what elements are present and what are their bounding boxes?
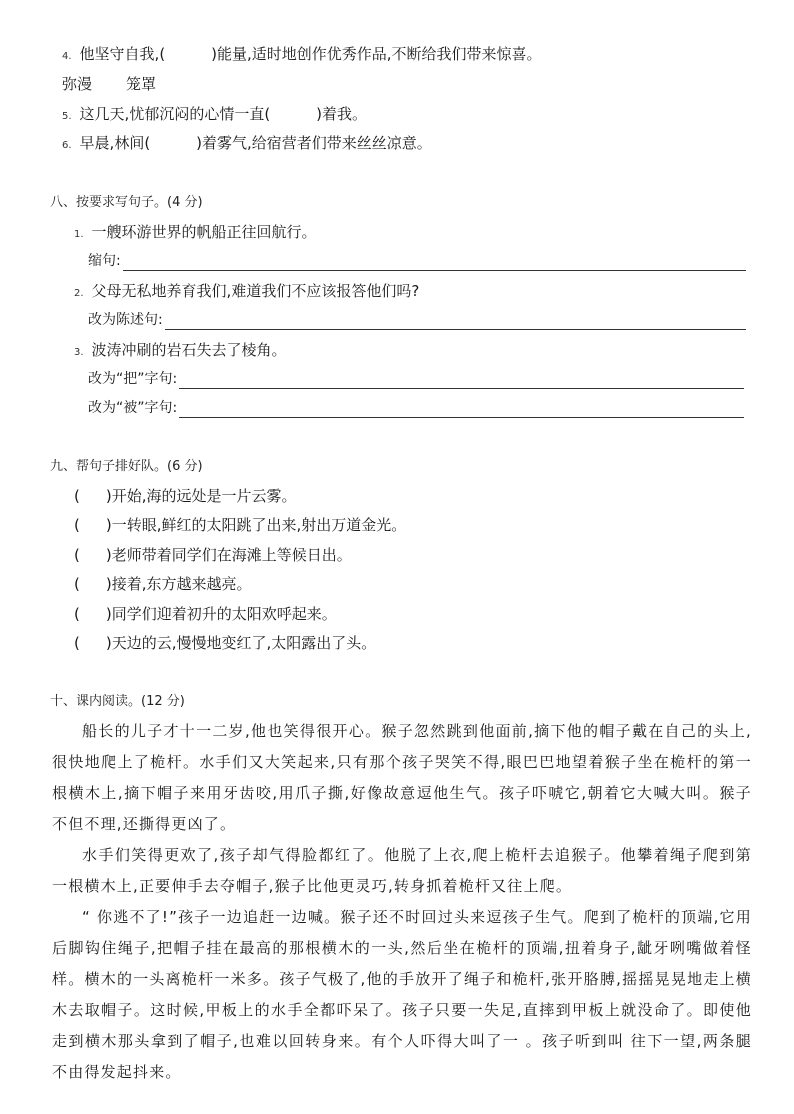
order-item: ( )一转眼,鲜红的太阳跳了出来,射出万道金光。: [74, 516, 407, 534]
question-number: 2.: [74, 288, 84, 299]
order-item: ( )开始,海的远处是一片云雾。: [74, 487, 297, 505]
question-7-4: [62, 44, 542, 67]
question-text-before: 早晨,林间(: [79, 134, 151, 152]
order-item-text: 一转眼,鲜红的太阳跳了出来,射出万道金光。: [111, 516, 407, 534]
question-text-after: )能量,适时地创作优秀作品,不断给我们带来惊喜。: [211, 45, 542, 63]
question-text-before: 这几天,忧郁沉闷的心情一直(: [79, 105, 271, 123]
order-item: ( )老师带着同学们在海滩上等候日出。: [74, 546, 352, 564]
reading-passage: [52, 716, 752, 1088]
order-item-text: 开始,海的远处是一片云雾。: [111, 487, 297, 505]
question-8-3: [74, 340, 287, 363]
word-bank-item: 笼罩: [126, 75, 157, 93]
question-text-after: )着雾气,给宿营者们带来丝丝凉意。: [196, 134, 432, 152]
answer-row-8-3b: [88, 398, 744, 418]
section-8-title: 八、按要求写句子。(4 分): [50, 195, 203, 210]
order-item-text: 接着,东方越来越亮。: [111, 575, 252, 593]
section-9-title: 九、帮句子排好队。(6 分): [50, 459, 203, 474]
answer-line[interactable]: [123, 254, 746, 271]
question-8-2: [74, 281, 419, 304]
question-number: 4.: [62, 51, 72, 62]
answer-row-8-2: [88, 310, 746, 330]
answer-line[interactable]: [179, 372, 744, 389]
order-item-text: 天边的云,慢慢地变红了,太阳露出了头。: [111, 634, 377, 652]
question-sentence: 一艘环游世界的帆船正往回航行。: [91, 223, 317, 241]
answer-prompt: 改为“被”字句:: [88, 400, 178, 416]
passage-paragraph: 水手们笑得更欢了,孩子却气得脸都红了。他脱了上衣,爬上桅杆去追猴子。他攀着绳子爬到第一根横木上,正要伸手去夺帽子,猴子比他更灵巧,转身抓着桅杆又往上爬。: [52, 846, 752, 895]
question-sentence: 父母无私地养育我们,难道我们不应该报答他们吗?: [91, 282, 420, 300]
answer-line[interactable]: [179, 401, 744, 418]
answer-row-8-3a: [88, 369, 744, 389]
order-item: ( )接着,东方越来越亮。: [74, 575, 252, 593]
question-text-after: )着我。: [316, 105, 368, 123]
word-bank: [62, 74, 156, 94]
passage-paragraph: 船长的儿子才十一二岁,他也笑得很开心。猴子忽然跳到他面前,摘下他的帽子戴在自己的头上,很快地爬上了桅杆。水手们又大笑起来,只有那个孩子哭笑不得,眼巴巴地望着猴子坐在桅杆的第一根横木上,摘下帽子来用牙齿咬,用爪子撕,好像故意逗他生气。孩子吓唬它,朝着它大喊大叫。猴子不但不理,还撕得更凶了。: [52, 722, 752, 833]
order-item-text: 老师带着同学们在海滩上等候日出。: [111, 546, 352, 564]
question-sentence: 波涛冲刷的岩石失去了棱角。: [91, 341, 287, 359]
question-number: 6.: [62, 140, 72, 151]
passage-paragraph: “ 你逃不了!”孩子一边追赶一边喊。猴子还不时回过头来逗孩子生气。爬到了桅杆的顶端,它用后脚钩住绳子,把帽子挂在最高的那根横木的一头,然后坐在桅杆的顶端,扭着身子,龇牙咧嘴做着怪样。横木的一头离桅杆一米多。孩子气极了,他的手放开了绳子和桅杆,张开胳膊,摇摇晃晃地走上横木去取帽子。这时候,甲板上的水手全都吓呆了。孩子只要一失足,直摔到甲板上就没命了。即使他走到横木那头拿到了帽子,也难以回转身来。有个人吓得大叫了一 。孩子听到叫 往下一望,两条腿不由得发起抖来。: [52, 908, 752, 1081]
question-text-before: 他坚守自我,(: [79, 45, 166, 63]
answer-line[interactable]: [165, 313, 746, 330]
answer-row-8-1: [88, 251, 746, 271]
question-number: 1.: [74, 229, 84, 240]
section-10-title: 十、课内阅读。(12 分): [50, 694, 185, 709]
answer-prompt: 改为“把”字句:: [88, 371, 178, 387]
word-bank-item: 弥漫: [62, 75, 93, 93]
question-number: 3.: [74, 347, 84, 358]
order-item-text: 同学们迎着初升的太阳欢呼起来。: [111, 605, 337, 623]
order-item: ( )天边的云,慢慢地变红了,太阳露出了头。: [74, 634, 377, 652]
order-item: ( )同学们迎着初升的太阳欢呼起来。: [74, 605, 337, 623]
question-8-1: [74, 222, 317, 245]
question-7-5: [62, 104, 367, 127]
question-7-6: [62, 133, 432, 156]
question-number: 5.: [62, 111, 72, 122]
answer-prompt: 改为陈述句:: [88, 312, 163, 328]
answer-prompt: 缩句:: [88, 253, 121, 269]
